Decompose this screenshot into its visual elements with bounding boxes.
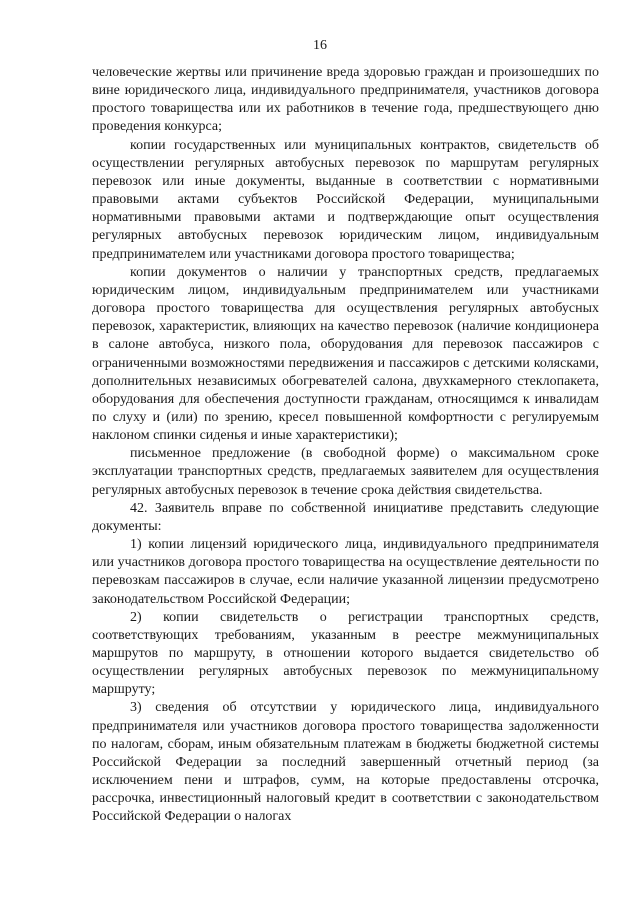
document-body: [92, 64, 599, 827]
paragraph-item-1: 1) копии лицензий юридического лица, индивидуального предпринимателя или участников договора простого товарищества на осуществление деятельности по перевозкам пассажиров в случае, если наличие указанной лицензии предусмотрено законодательством Российской Федерации;: [92, 537, 599, 607]
paragraph-continuation: человеческие жертвы или причинение вреда здоровью граждан и произошедших по вине юридического лица, индивидуального предпринимателя, участников договора простого товарищества или их работников в течение года, предшествующего дню проведения конкурса;: [92, 65, 599, 135]
page-number: 16: [313, 38, 327, 53]
paragraph-item-3: 3) сведения об отсутствии у юридического лица, индивидуального предпринимателя или участников договора простого товарищества задолженности по налогам, сборам, иным обязательным платежам в бюджеты бюджетной системы Российской Федерации за последний завершенный отчетный период (за исключением пени и штрафов, сумм, на которые предоставлены отсрочка, рассрочка, инвестиционный налоговый кредит в соответствии с законодательством Российской Федерации о налогах: [92, 700, 599, 825]
paragraph-written-proposal: письменное предложение (в свободной форме) о максимальном сроке эксплуатации транспортных средств, предлагаемых заявителем для осуществления регулярных автобусных перевозок в течение срока действия свидетельства.: [92, 446, 599, 498]
paragraph-vehicle-characteristics: копии документов о наличии у транспортных средств, предлагаемых юридическим лицом, индивидуальным предпринимателем или участниками договора простого товарищества для осуществления регулярных автобусных перевозок, характеристик, влияющих на качество перевозок (наличие кондиционера в салоне автобуса, низкого пола, оборудования для перевозок пассажиров с ограниченными возможностями передвижения и пассажиров с детскими колясками, дополнительных независимых обогревателей салона, двухкамерного стеклопакета, оборудования для обеспечения доступности гражданам, относящимся к инвалидам по слуху и (или) по зрению, кресел повышенной комфортности с регулируемым наклоном спинки сиденья и иные характеристики);: [92, 264, 599, 444]
paragraph-contract-copies: копии государственных или муниципальных контрактов, свидетельств об осуществлении регулярных автобусных перевозок по маршрутам регулярных перевозок или иные документы, выданные в соответствии с нормативными правовыми актами субъектов Российской Федерации, муниципальными нормативными правовыми актами и подтверждающие опыт осуществления регулярных автобусных перевозок юридическим лицом, индивидуальным предпринимателем или участниками договора простого товарищества;: [92, 137, 599, 262]
paragraph-item-2: 2) копии свидетельств о регистрации транспортных средств, соответствующих требованиям, указанным в реестре межмуниципальных маршрутов по маршруту, в отношении которого выдается свидетельство об осуществлении регулярных автобусных перевозок по межмуниципальному маршруту;: [92, 609, 599, 698]
paragraph-clause-42: 42. Заявитель вправе по собственной инициативе представить следующие документы:: [92, 500, 599, 534]
